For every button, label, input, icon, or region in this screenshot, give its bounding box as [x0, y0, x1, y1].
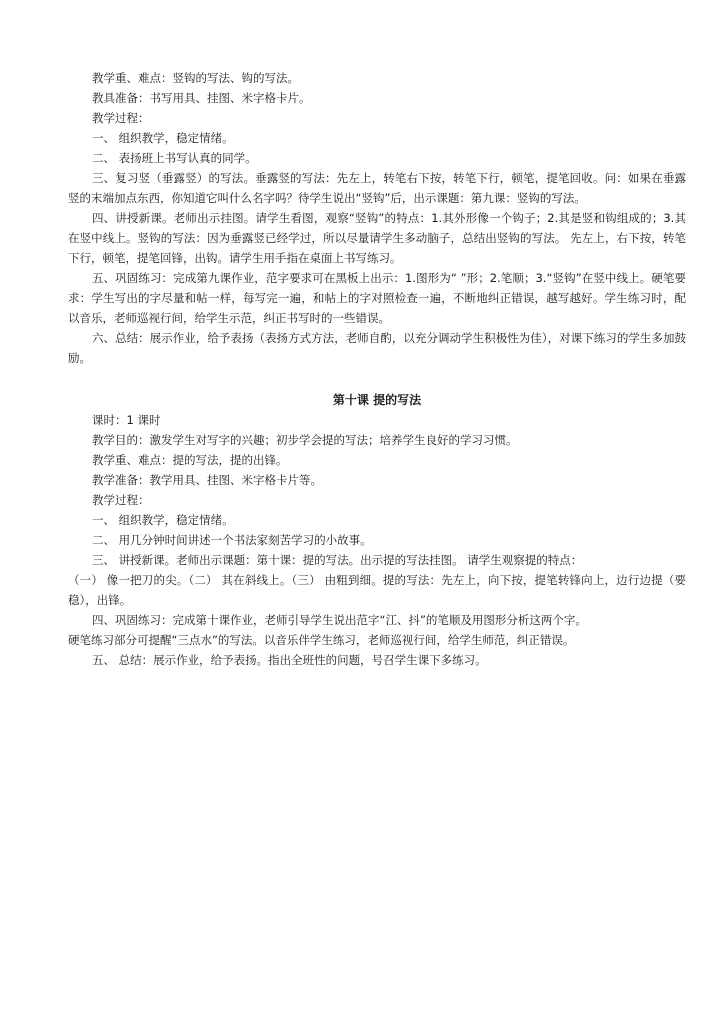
- preparation-line: 教学准备：教学用具、挂图、米字格卡片等。: [92, 473, 322, 487]
- step-three-paragraph: 三、复习竖（垂露竖）的写法。垂露竖的写法：先左上，转笔右下按，转笔下行，顿笔，提笔回收。问：如果在垂露竖的末端加点东西，你知道它叫什么名字吗？待学生说出“竖钩”后，出示课题：第九课：竖钩的写法。: [68, 171, 686, 205]
- teaching-goal-line: 教学目的：激发学生对写字的兴趣；初步学会提的写法；培养学生良好的学习习惯。: [92, 433, 518, 447]
- step-four-paragraph: 四、讲授新课。老师出示挂图。请学生看图，观察“竖钩”的特点：1.其外形像一个钩子；2.其是竖和钩组成的；3.其在竖中线上。竖钩的写法：因为垂露竖已经学过，所以尽量请学生多动脑子，总结出竖钩的写法。 先左上，右下按，转笔下行，顿笔，提笔回锋，出钩。请学生用手指在桌面上书写练习。: [68, 211, 686, 265]
- process-heading-line: 教学过程：: [92, 111, 150, 125]
- step-six-paragraph: 六、总结：展示作业，给予表扬（表扬方式方法，老师自酌，以充分调动学生积极性为佳），对课下练习的学生多加鼓励。: [68, 331, 686, 365]
- lesson-title: 第十课 提的写法: [332, 393, 422, 407]
- lesson-nine-section: [68, 68, 686, 368]
- step-one-line: 一、 组织教学，稳定情绪。: [92, 131, 234, 145]
- process-heading-line: 教学过程：: [92, 493, 150, 507]
- step-three-line: 三、 讲授新课。老师出示课题：第十课：提的写法。出示提的写法挂图。 请学生观察提的特点：: [92, 553, 583, 567]
- class-hours-line: 课时：1 课时: [92, 413, 161, 427]
- section-gap: [68, 368, 686, 390]
- step-two-line: 二、 表扬班上书写认真的同学。: [92, 151, 257, 165]
- step-five-line: 五、 总结：展示作业，给予表扬。指出全班性的问题，号召学生课下多练习。: [92, 653, 487, 667]
- teaching-aids-line: 教具准备：书写用具、挂图、米字格卡片。: [92, 91, 311, 105]
- step-one-line: 一、 组织教学，稳定情绪。: [92, 513, 234, 527]
- document-page: [68, 68, 686, 670]
- step-five-paragraph: 五、巩固练习：完成第九课作业，范字要求可在黑板上出示：1.图形为“ ”形；2.笔顺；3.“竖钩”在竖中线上。硬笔要求：学生写出的字尽量和帖一样，每写完一遍，和帖上的字对照检查一遍，不断地纠正错误，越写越好。学生练习时，配以音乐，老师巡视行间，给学生示范，纠正书写时的一些错误。: [68, 271, 686, 325]
- step-two-line: 二、 用几分钟时间讲述一个书法家刻苦学习的小故事。: [92, 533, 372, 547]
- step-four-line: 四、巩固练习：完成第十课作业，老师引导学生说出范字“江、抖”的笔顺及用图形分析这两个字。: [92, 613, 587, 627]
- step-three-features-paragraph: （一） 像一把刀的尖。（二） 其在斜线上。（三） 由粗到细。提的写法：先左上，向下按，提笔转锋向上，边行边提（要稳），出锋。: [68, 573, 686, 607]
- key-points-line: 教学重、难点：竖钩的写法、钩的写法。: [92, 71, 299, 85]
- lesson-ten-section: [68, 390, 686, 670]
- step-four-continuation-line: 硬笔练习部分可提醒“三点水”的写法。以音乐伴学生练习，老师巡视行间，给学生师范，纠正错误。: [68, 633, 575, 647]
- key-points-line: 教学重、难点：提的写法，提的出锋。: [92, 453, 288, 467]
